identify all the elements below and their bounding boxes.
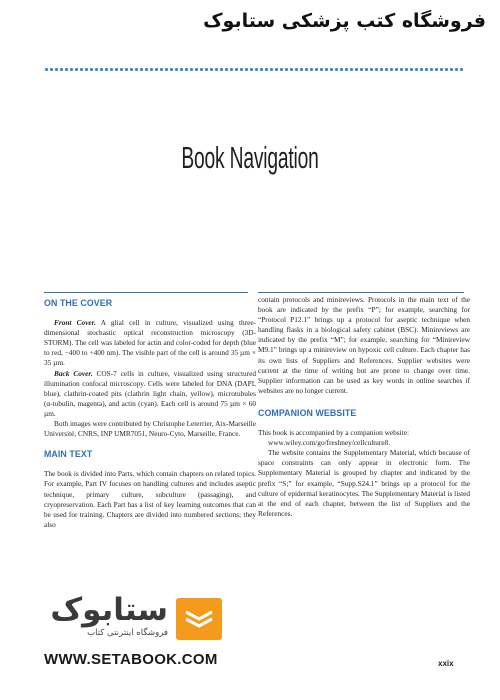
- main-text-continued: contain protocols and minireviews. Protocols in the main text of the book are indicated by the prefix “P”; for example, searching for “Protocol P12.1” brings up a protocol for aseptic technique when handling flasks in a biological safety cabinet (BSC). Minireviews are indicated by the prefix “M”; for example, searching for “Minireview M9.1” brings up a minireview on hypoxic cell culture. Each chapter has its own lists of Suppliers and References. Supplier websites were current at the time of writing but are prone to change over time. Supplier information can be used as key words in online searches if websites are no longer current.: [258, 295, 470, 395]
- back-cover-lead: Back Cover.: [54, 368, 93, 378]
- companion-intro: This book is accompanied by a companion website:: [258, 428, 409, 438]
- spacer: [258, 396, 470, 408]
- back-cover-paragraph: [44, 369, 256, 419]
- companion-url[interactable]: www.wiley.com/go/freshney/cellculture8.: [268, 438, 391, 448]
- main-text-heading: MAIN TEXT: [44, 449, 93, 460]
- logo-subtitle: فروشگاه اینترنتی کتاب: [87, 628, 168, 638]
- right-column-rule: [258, 292, 464, 293]
- front-cover-text: A glial cell in culture, visualized using three-dimensional stochastic optical reconstruction microscopy (3D-STORM). The cell was labeled for actin and color-coded for depth (blue to red, −400 to +400 nm). The visible part of the cell is around 35 µm × 35 µm.: [44, 318, 256, 368]
- left-column: [44, 298, 256, 530]
- book-icon: [176, 598, 222, 640]
- logo-wordmark: ستابوک: [50, 592, 168, 628]
- cover-heading: ON THE COVER: [44, 298, 113, 308]
- image-credit: Both images were contributed by Christophe Leterrier, Aix-Marseille Université, CNRS, INP UMR7051, Neuro-Cyto, Marseille, France.: [44, 419, 256, 439]
- spacer: [44, 439, 256, 449]
- back-cover-text: COS-7 cells in culture, visualized using structured illumination confocal microscopy. Cells were labeled for DNA (DAPI, blue), clathrin-coated pits (clathrin light chain, yellow), microtubules (α-tubulin, magenta), and actin (cyan). Each cell is around 75 µm × 60 µm.: [44, 368, 256, 418]
- companion-paragraph: The website contains the Supplementary Material, which because of space constraints can only appear in electronic form. The Supplementary Material is grouped by chapter and indicated by the prefix “S;” for example, “Supp.S24.1” brings up a protocol for the culture of epidermal keratinocytes. The Supplementary Material is listed at the end of each chapter, between the list of Suppliers and the References.: [258, 448, 470, 518]
- store-name-header: فروشگاه کتب پزشکی ستابوک: [203, 10, 486, 32]
- front-cover-lead: Front Cover.: [54, 318, 96, 328]
- page-number: xxix: [438, 659, 454, 668]
- setabook-logo: [40, 592, 230, 644]
- right-column: [258, 295, 470, 519]
- front-cover-paragraph: [44, 318, 256, 368]
- left-column-rule: [44, 292, 248, 293]
- website-url[interactable]: WWW.SETABOOK.COM: [44, 651, 218, 668]
- dotted-rule: [44, 66, 464, 73]
- companion-heading: COMPANION WEBSITE: [258, 407, 357, 418]
- main-text-paragraph: The book is divided into Parts, which contain chapters on related topics. For example, Part IV focuses on handling cultures and includes aseptic technique, primary culture, subculture (passaging), and cryopreservation. Each Part has a list of key learning outcomes that can be used for training. Chapters are divided into numbered sections; they also: [44, 469, 256, 529]
- page-title: Book Navigation: [181, 140, 319, 175]
